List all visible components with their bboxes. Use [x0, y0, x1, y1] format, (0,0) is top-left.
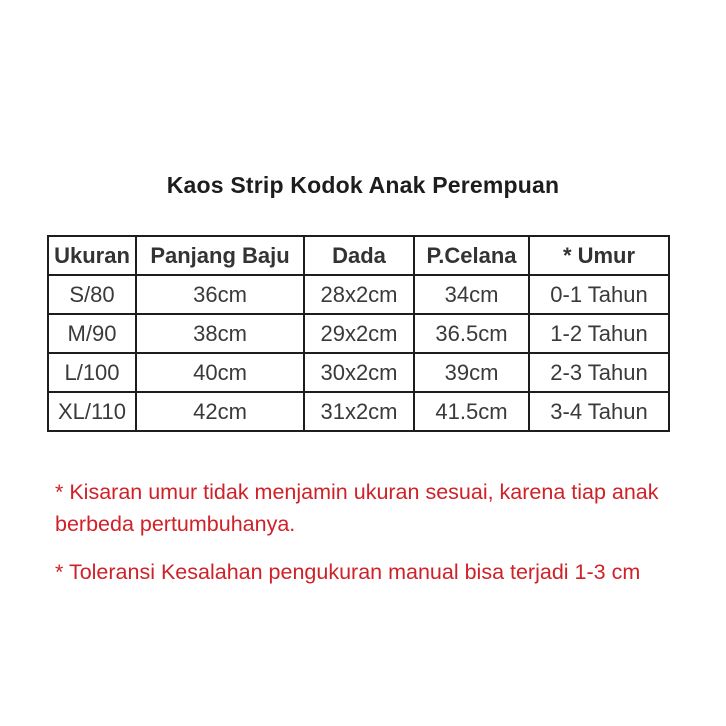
cell-panjang-baju: 42cm	[136, 392, 304, 431]
table-header-row	[48, 236, 669, 275]
note-tolerance-disclaimer: * Toleransi Kesalahan pengukuran manual bisa terjadi 1-3 cm	[55, 560, 641, 584]
cell-size: S/80	[48, 275, 136, 314]
cell-dada: 28x2cm	[304, 275, 414, 314]
cell-p-celana: 36.5cm	[414, 314, 529, 353]
cell-dada: 30x2cm	[304, 353, 414, 392]
cell-umur: 1-2 Tahun	[529, 314, 669, 353]
disclaimer-notes	[55, 476, 660, 588]
cell-panjang-baju: 38cm	[136, 314, 304, 353]
page-title: Kaos Strip Kodok Anak Perempuan	[166, 172, 560, 198]
cell-p-celana: 34cm	[414, 275, 529, 314]
cell-dada: 31x2cm	[304, 392, 414, 431]
cell-umur: 3-4 Tahun	[529, 392, 669, 431]
header-panjang-baju: Panjang Baju	[136, 236, 304, 275]
header-ukuran: Ukuran	[48, 236, 136, 275]
table-row-l100	[48, 353, 669, 392]
cell-size: L/100	[48, 353, 136, 392]
table-row-s80	[48, 275, 669, 314]
cell-umur: 0-1 Tahun	[529, 275, 669, 314]
cell-umur: 2-3 Tahun	[529, 353, 669, 392]
table-row-xl110	[48, 392, 669, 431]
cell-dada: 29x2cm	[304, 314, 414, 353]
header-dada: Dada	[304, 236, 414, 275]
cell-p-celana: 39cm	[414, 353, 529, 392]
size-chart-table	[47, 235, 670, 432]
header-p-celana: P.Celana	[414, 236, 529, 275]
note-age-disclaimer: * Kisaran umur tidak menjamin ukuran sesuai, karena tiap anak berbeda pertumbuhanya.	[55, 480, 659, 536]
table-row-m90	[48, 314, 669, 353]
cell-size: M/90	[48, 314, 136, 353]
cell-panjang-baju: 40cm	[136, 353, 304, 392]
cell-size: XL/110	[48, 392, 136, 431]
cell-p-celana: 41.5cm	[414, 392, 529, 431]
header-umur: * Umur	[529, 236, 669, 275]
cell-panjang-baju: 36cm	[136, 275, 304, 314]
